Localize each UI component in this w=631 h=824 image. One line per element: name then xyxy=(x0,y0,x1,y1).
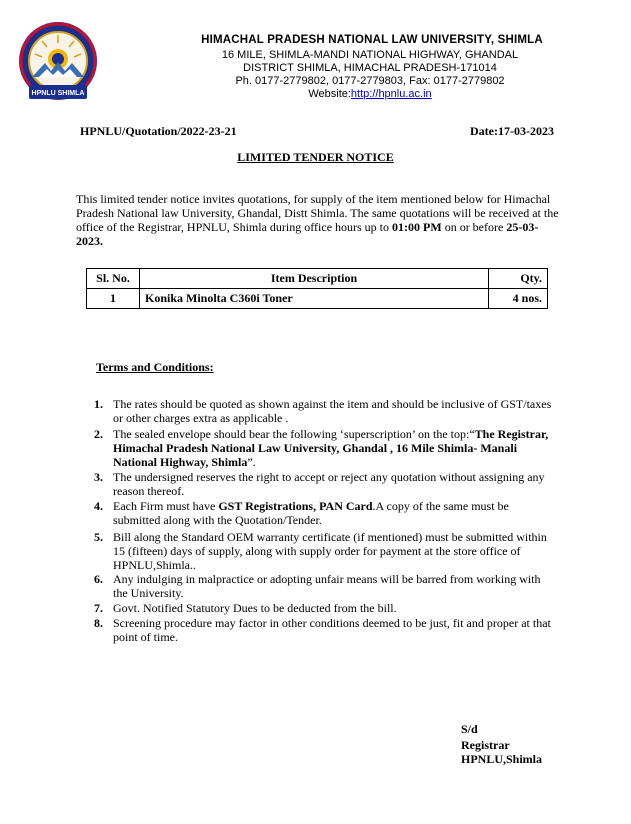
term-number: 7. xyxy=(94,601,103,615)
table-row xyxy=(87,289,548,309)
intro-text: This limited tender notice invites quotations, for supply of the item mentioned below for Himachal Pradesh National law University, Ghandal, Distt Shimla. The same quotations will be received at the office of the Registrar, HPNLU, Shimla during office hours up to xyxy=(76,192,559,234)
signature-office: HPNLU,Shimla xyxy=(461,752,543,766)
intro-mid: on or before xyxy=(441,220,507,234)
col-header-description: Item Description xyxy=(140,269,489,289)
term-text: Any indulging in malpractice or adopting unfair means will be barred from working with the University. xyxy=(113,572,541,600)
term-text-a: The sealed envelope should bear the following ‘superscription’ on the top:“ xyxy=(113,427,475,441)
term-text-b: ”. xyxy=(247,455,256,469)
cell-qty: 4 nos. xyxy=(489,289,548,309)
signature-sd: S/d xyxy=(461,722,478,736)
term-text xyxy=(113,427,558,469)
term-text xyxy=(113,499,558,527)
term-text-bold: The Registrar, Himachal Pradesh National Law University, Ghandal , 16 Mile Shimla- Manali National Highway, Shimla xyxy=(113,427,549,469)
term-text: Screening procedure may factor in other conditions deemed to be just, fit and proper at that point of time. xyxy=(113,616,551,644)
term-number: 2. xyxy=(94,427,103,441)
contact-phone: Ph. 0177-2779802, 0177-2779803, Fax: 0177-2779802 xyxy=(235,75,505,87)
quotation-reference: HPNLU/Quotation/2022-23-21 xyxy=(80,124,237,138)
university-seal-logo xyxy=(17,19,99,107)
intro-deadline: 25-03-2023. xyxy=(76,220,539,248)
intro-paragraph xyxy=(76,192,562,248)
term-number: 1. xyxy=(94,397,103,411)
notice-title: LIMITED TENDER NOTICE xyxy=(237,150,394,164)
table-header-row xyxy=(87,269,548,289)
seal-caption: HPNLU SHIMLA xyxy=(31,90,85,97)
col-header-qty: Qty. xyxy=(489,269,548,289)
website-line xyxy=(200,88,540,101)
address-line-1: 16 MILE, SHIMLA-MANDI NATIONAL HIGHWAY, GHANDAL xyxy=(221,49,519,61)
terms-heading: Terms and Conditions: xyxy=(96,360,214,374)
cell-description: Konika Minolta C360i Toner xyxy=(140,289,489,309)
term-text-a: Each Firm must have xyxy=(113,499,219,513)
term-number: 5. xyxy=(94,530,103,544)
intro-time: 01:00 PM xyxy=(392,220,442,234)
term-text-bold: GST Registrations, PAN Card xyxy=(218,499,373,513)
term-number: 3. xyxy=(94,470,103,484)
term-text: The undersigned reserves the right to accept or reject any quotation without assigning any reason thereof. xyxy=(113,470,545,498)
notice-date: Date:17-03-2023 xyxy=(470,124,554,138)
website-link[interactable]: http://hpnlu.ac.in xyxy=(350,88,432,100)
signature-designation: Registrar xyxy=(461,738,510,752)
item-table xyxy=(86,268,548,309)
university-name: HIMACHAL PRADESH NATIONAL LAW UNIVERSITY, SHIMLA xyxy=(201,34,543,46)
term-text: Bill along the Standard OEM warranty certificate (if mentioned) must be submitted within 15 (fifteen) days of supply, along with supply order for payment at the store office of HPNLU,Shimla.. xyxy=(113,530,547,572)
col-header-slno: Sl. No. xyxy=(87,269,140,289)
term-number: 4. xyxy=(94,499,103,513)
cell-slno: 1 xyxy=(87,289,140,309)
address-line-2: DISTRICT SHIMLA, HIMACHAL PRADESH-171014 xyxy=(243,62,497,74)
term-number: 8. xyxy=(94,616,103,630)
term-number: 6. xyxy=(94,572,103,586)
website-label: Website: xyxy=(308,88,351,100)
term-text: The rates should be quoted as shown against the item and should be inclusive of GST/taxes or other charges extra as applicable . xyxy=(113,397,552,425)
term-text: Govt. Notified Statutory Dues to be deducted from the bill. xyxy=(113,601,397,615)
term-text-b: .A copy of the same must be submitted along with the Quotation/Tender. xyxy=(113,499,509,527)
